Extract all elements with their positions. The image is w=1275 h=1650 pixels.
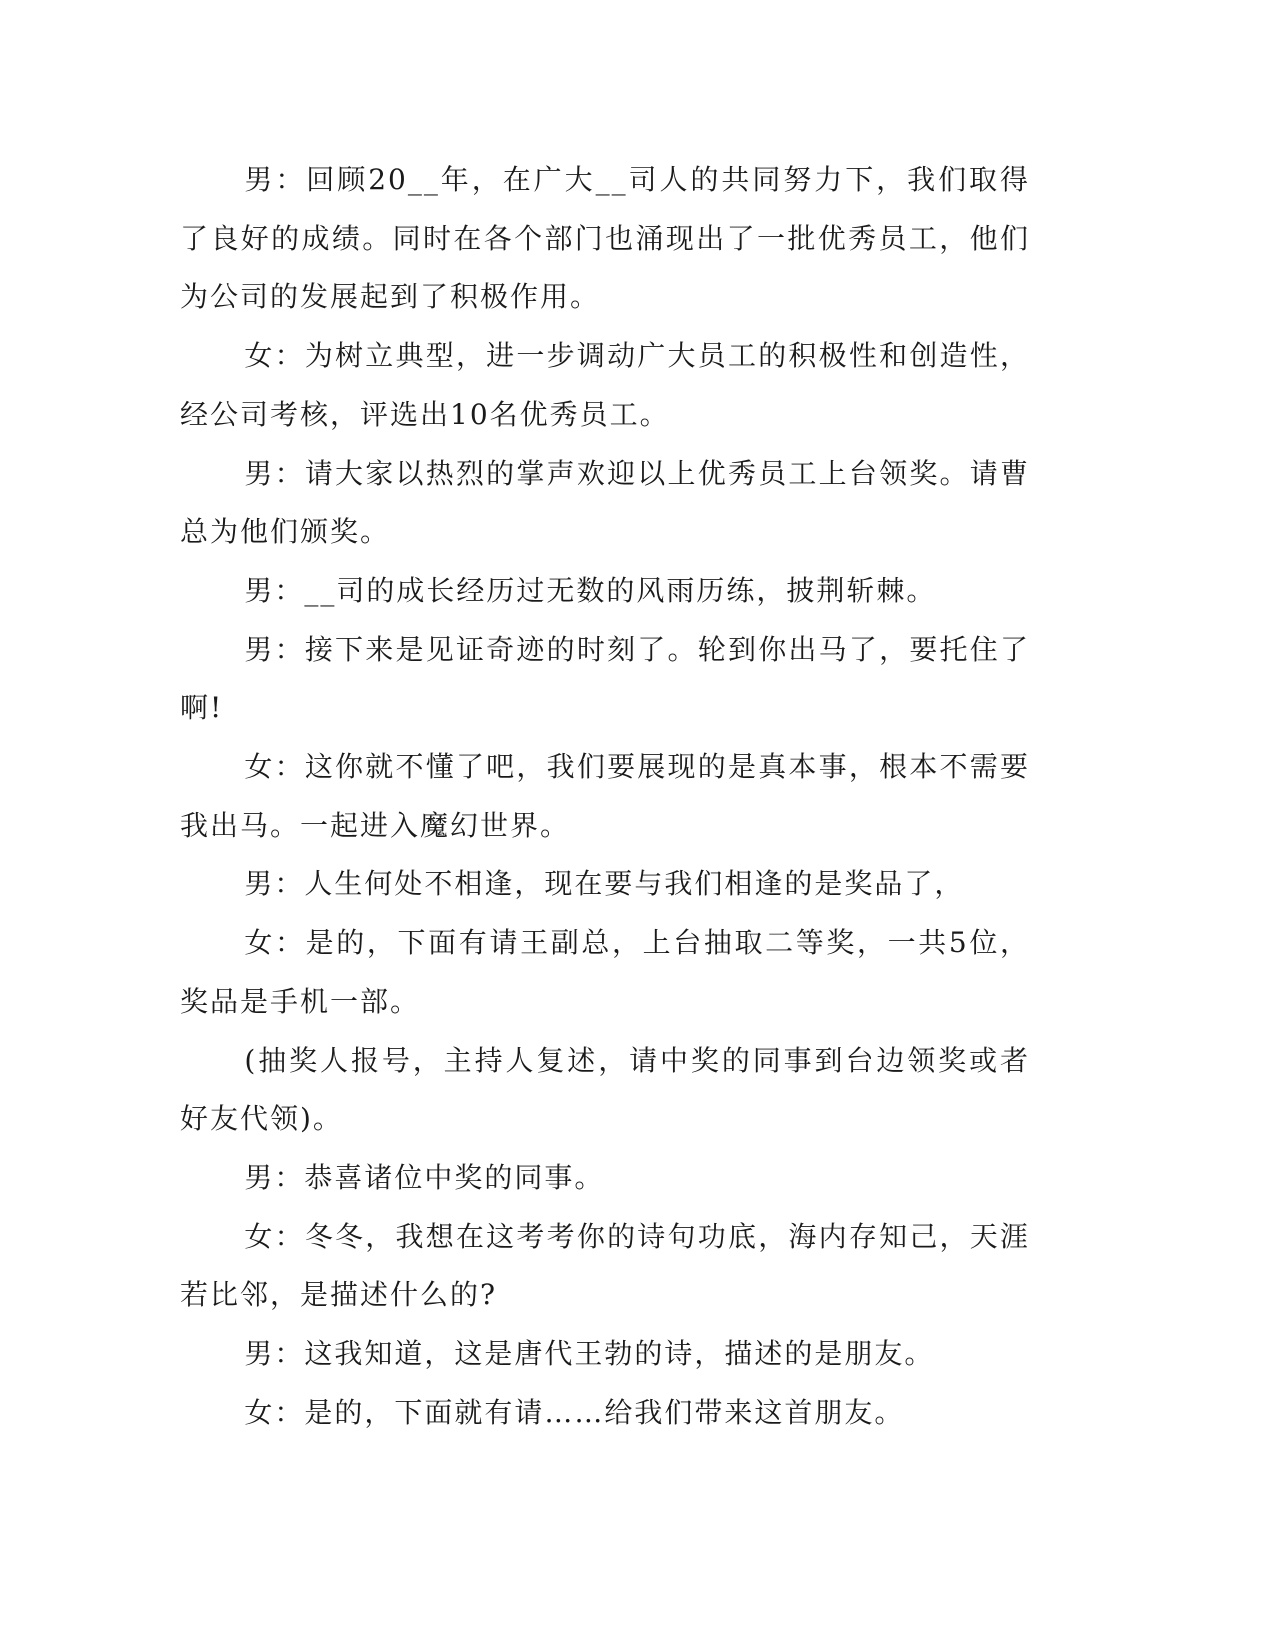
paragraph: 女：是的，下面有请王副总，上台抽取二等奖，一共5位，奖品是手机一部。 (180, 926, 1030, 1018)
paragraph: 男：恭喜诸位中奖的同事。 (244, 1160, 605, 1194)
paragraph: 男：接下来是见证奇迹的时刻了。轮到你出马了，要托住了啊! (180, 632, 1030, 725)
paragraph: 女：是的，下面就有请……给我们带来这首朋友。 (244, 1395, 905, 1429)
paragraph: 男：人生何处不相逢，现在要与我们相逢的是奖品了， (244, 867, 965, 901)
paragraph: 男：回顾20__年，在广大__司人的共同努力下，我们取得了良好的成绩。同时在各个部门也涌现出了一批优秀员工，他们为公司的发展起到了积极作用。 (180, 163, 1030, 314)
paragraph: 男：请大家以热烈的掌声欢迎以上优秀员工上台领奖。请曹总为他们颁奖。 (180, 456, 1030, 549)
paragraph: 女：冬冬，我想在这考考你的诗句功底，海内存知己，天涯若比邻，是描述什么的? (180, 1219, 1030, 1312)
paragraph: 男：__司的成长经历过无数的风雨历练，披荆斩棘。 (244, 573, 937, 607)
paragraph: 男：这我知道，这是唐代王勃的诗，描述的是朋友。 (244, 1337, 935, 1371)
paragraph: 女：为树立典型，进一步调动广大员工的积极性和创造性，经公司考核，评选出10名优秀员工。 (180, 339, 1030, 431)
paragraph: 女：这你就不懂了吧，我们要展现的是真本事，根本不需要我出马。一起进入魔幻世界。 (180, 750, 1030, 842)
paragraph: (抽奖人报号，主持人复述，请中奖的同事到台边领奖或者好友代领)。 (180, 1043, 1030, 1136)
document-body (180, 151, 1030, 1442)
